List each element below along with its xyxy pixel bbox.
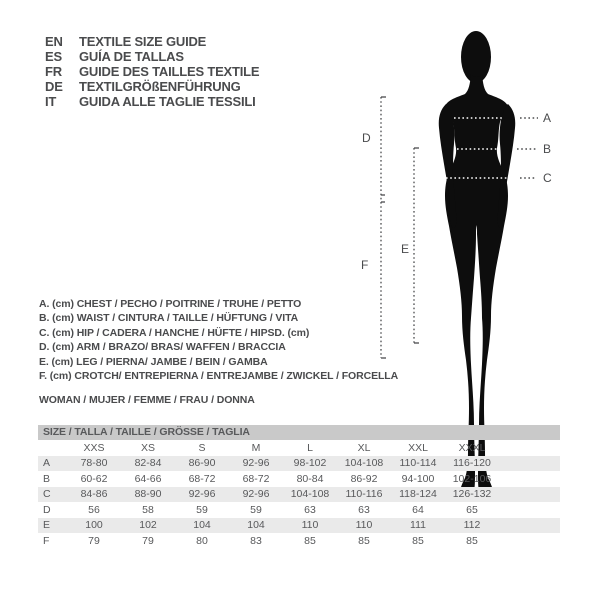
filler-cell [499, 502, 560, 518]
size-cell: 104-108 [344, 457, 384, 470]
size-cell: 59 [196, 503, 208, 516]
filler-cell [499, 533, 560, 549]
size-cell: 110 [355, 519, 373, 532]
size-cell: 80-84 [296, 472, 324, 485]
legend-line-d: D. (cm) ARM / BRAZO/ BRAS/ WAFFEN / BRACCIA [39, 341, 286, 354]
size-cell: 60-62 [80, 472, 108, 485]
legend-line-c: C. (cm) HIP / CADERA / HANCHE / HÜFTE / HIPSD. (cm) [39, 326, 310, 339]
figure-label-b: B [543, 142, 552, 156]
size-row-b [38, 471, 560, 487]
size-cell: 64 [412, 503, 424, 516]
corner-cell [38, 440, 67, 456]
size-column-header-row [38, 440, 560, 456]
size-column-header: S [198, 441, 206, 454]
size-cell: 88-90 [134, 488, 162, 501]
size-cell: 110 [301, 519, 319, 532]
size-cell: 118-124 [399, 488, 437, 501]
language-title: TEXTILGRÖßENFÜHRUNG [79, 79, 241, 94]
legend-line-b: B. (cm) WAIST / CINTURA / TAILLE / HÜFTUNG / VITA [39, 312, 299, 325]
filler-cell [499, 440, 560, 456]
size-table-title: SIZE / TALLA / TAILLE / GRÖSSE / TAGLIA [38, 425, 560, 440]
row-label: F [43, 534, 50, 547]
legend-line-a: A. (cm) CHEST / PECHO / POITRINE / TRUHE / PETTO [39, 298, 302, 310]
size-cell: 85 [466, 534, 478, 547]
size-cell: 79 [88, 534, 100, 547]
language-row-it [45, 94, 259, 109]
size-cell: 80 [196, 534, 208, 547]
gender-heading: WOMAN / MUJER / FEMME / FRAU / DONNA [39, 394, 255, 406]
size-cell: 102 [139, 519, 157, 532]
row-label: C [43, 488, 51, 501]
size-cell: 112 [463, 519, 481, 532]
size-cell: 78-80 [80, 457, 108, 470]
size-row-a [38, 456, 560, 472]
language-title: GUIDE DES TAILLES TEXTILE [79, 64, 260, 79]
size-cell: 110-114 [399, 457, 437, 470]
row-label: D [43, 503, 51, 516]
language-title: GUIDA ALLE TAGLIE TESSILI [79, 94, 256, 109]
size-row-c [38, 487, 560, 503]
size-cell: 58 [142, 503, 154, 516]
size-table [38, 440, 560, 549]
size-cell: 56 [88, 503, 100, 516]
figure-label-e: E [401, 242, 410, 256]
filler-cell [499, 471, 560, 487]
language-title: GUÍA DE TALLAS [79, 49, 184, 64]
figure-label-c: C [543, 171, 552, 185]
size-cell: 85 [412, 534, 424, 547]
filler-cell [499, 518, 560, 534]
size-table-body [38, 456, 560, 549]
size-cell: 102-106 [452, 472, 492, 485]
size-column-header: XXXL [458, 441, 486, 454]
language-row-es [45, 49, 259, 64]
language-code: ES [45, 49, 62, 64]
size-cell: 65 [466, 503, 478, 516]
row-label: B [43, 472, 51, 485]
size-column-header: XS [140, 441, 155, 454]
figure-label-f: F [361, 258, 369, 272]
size-cell: 86-92 [350, 472, 378, 485]
row-label: A [43, 457, 51, 470]
size-cell: 86-90 [188, 457, 216, 470]
silhouette-head [461, 31, 491, 83]
size-row-f [38, 533, 560, 549]
size-row-e [38, 518, 560, 534]
size-cell: 94-100 [401, 472, 435, 485]
size-cell: 85 [304, 534, 316, 547]
measurement-legend [39, 297, 398, 383]
language-code: FR [45, 64, 62, 79]
size-cell: 126-132 [452, 488, 492, 501]
language-row-fr [45, 64, 259, 79]
size-cell: 98-102 [293, 457, 327, 470]
row-label: E [43, 519, 51, 532]
size-cell: 79 [142, 534, 154, 547]
size-column-header: L [307, 441, 313, 454]
size-cell: 59 [250, 503, 262, 516]
filler-cell [499, 487, 560, 503]
legend-line-f: F. (cm) CROTCH/ ENTREPIERNA / ENTREJAMBE / ZWICKEL / FORCELLA [39, 369, 399, 382]
language-code: DE [45, 79, 63, 94]
size-cell: 92-96 [242, 457, 270, 470]
size-cell: 111 [410, 519, 426, 532]
language-list [45, 34, 259, 109]
size-cell: 104-108 [290, 488, 330, 501]
size-cell: 83 [250, 534, 262, 547]
size-table-head [38, 440, 560, 456]
language-row-en [45, 34, 259, 49]
size-cell: 100 [85, 519, 103, 532]
language-code: IT [45, 94, 57, 109]
size-cell: 116-120 [453, 457, 491, 470]
size-cell: 63 [358, 503, 370, 516]
size-column-header: M [251, 441, 261, 454]
figure-label-d: D [362, 131, 371, 145]
size-cell: 68-72 [242, 472, 270, 485]
size-cell: 84-86 [80, 488, 108, 501]
size-cell: 82-84 [134, 457, 162, 470]
size-cell: 68-72 [188, 472, 216, 485]
language-row-de [45, 79, 259, 94]
size-row-d [38, 502, 560, 518]
size-cell: 110-116 [345, 488, 383, 501]
legend-line-e: E. (cm) LEG / PIERNA/ JAMBE / BEIN / GAMBA [39, 355, 268, 368]
size-column-header: XL [357, 441, 371, 454]
size-cell: 104 [193, 519, 211, 532]
size-column-header: XXL [408, 441, 428, 454]
size-column-header: XXS [83, 441, 105, 454]
size-cell: 64-66 [134, 472, 162, 485]
filler-cell [499, 456, 560, 472]
size-cell: 104 [247, 519, 265, 532]
size-cell: 63 [304, 503, 316, 516]
size-cell: 92-96 [242, 488, 270, 501]
language-code: EN [45, 34, 63, 49]
language-title: TEXTILE SIZE GUIDE [79, 34, 207, 49]
size-cell: 85 [358, 534, 370, 547]
figure-label-a: A [543, 111, 552, 125]
size-cell: 92-96 [188, 488, 216, 501]
